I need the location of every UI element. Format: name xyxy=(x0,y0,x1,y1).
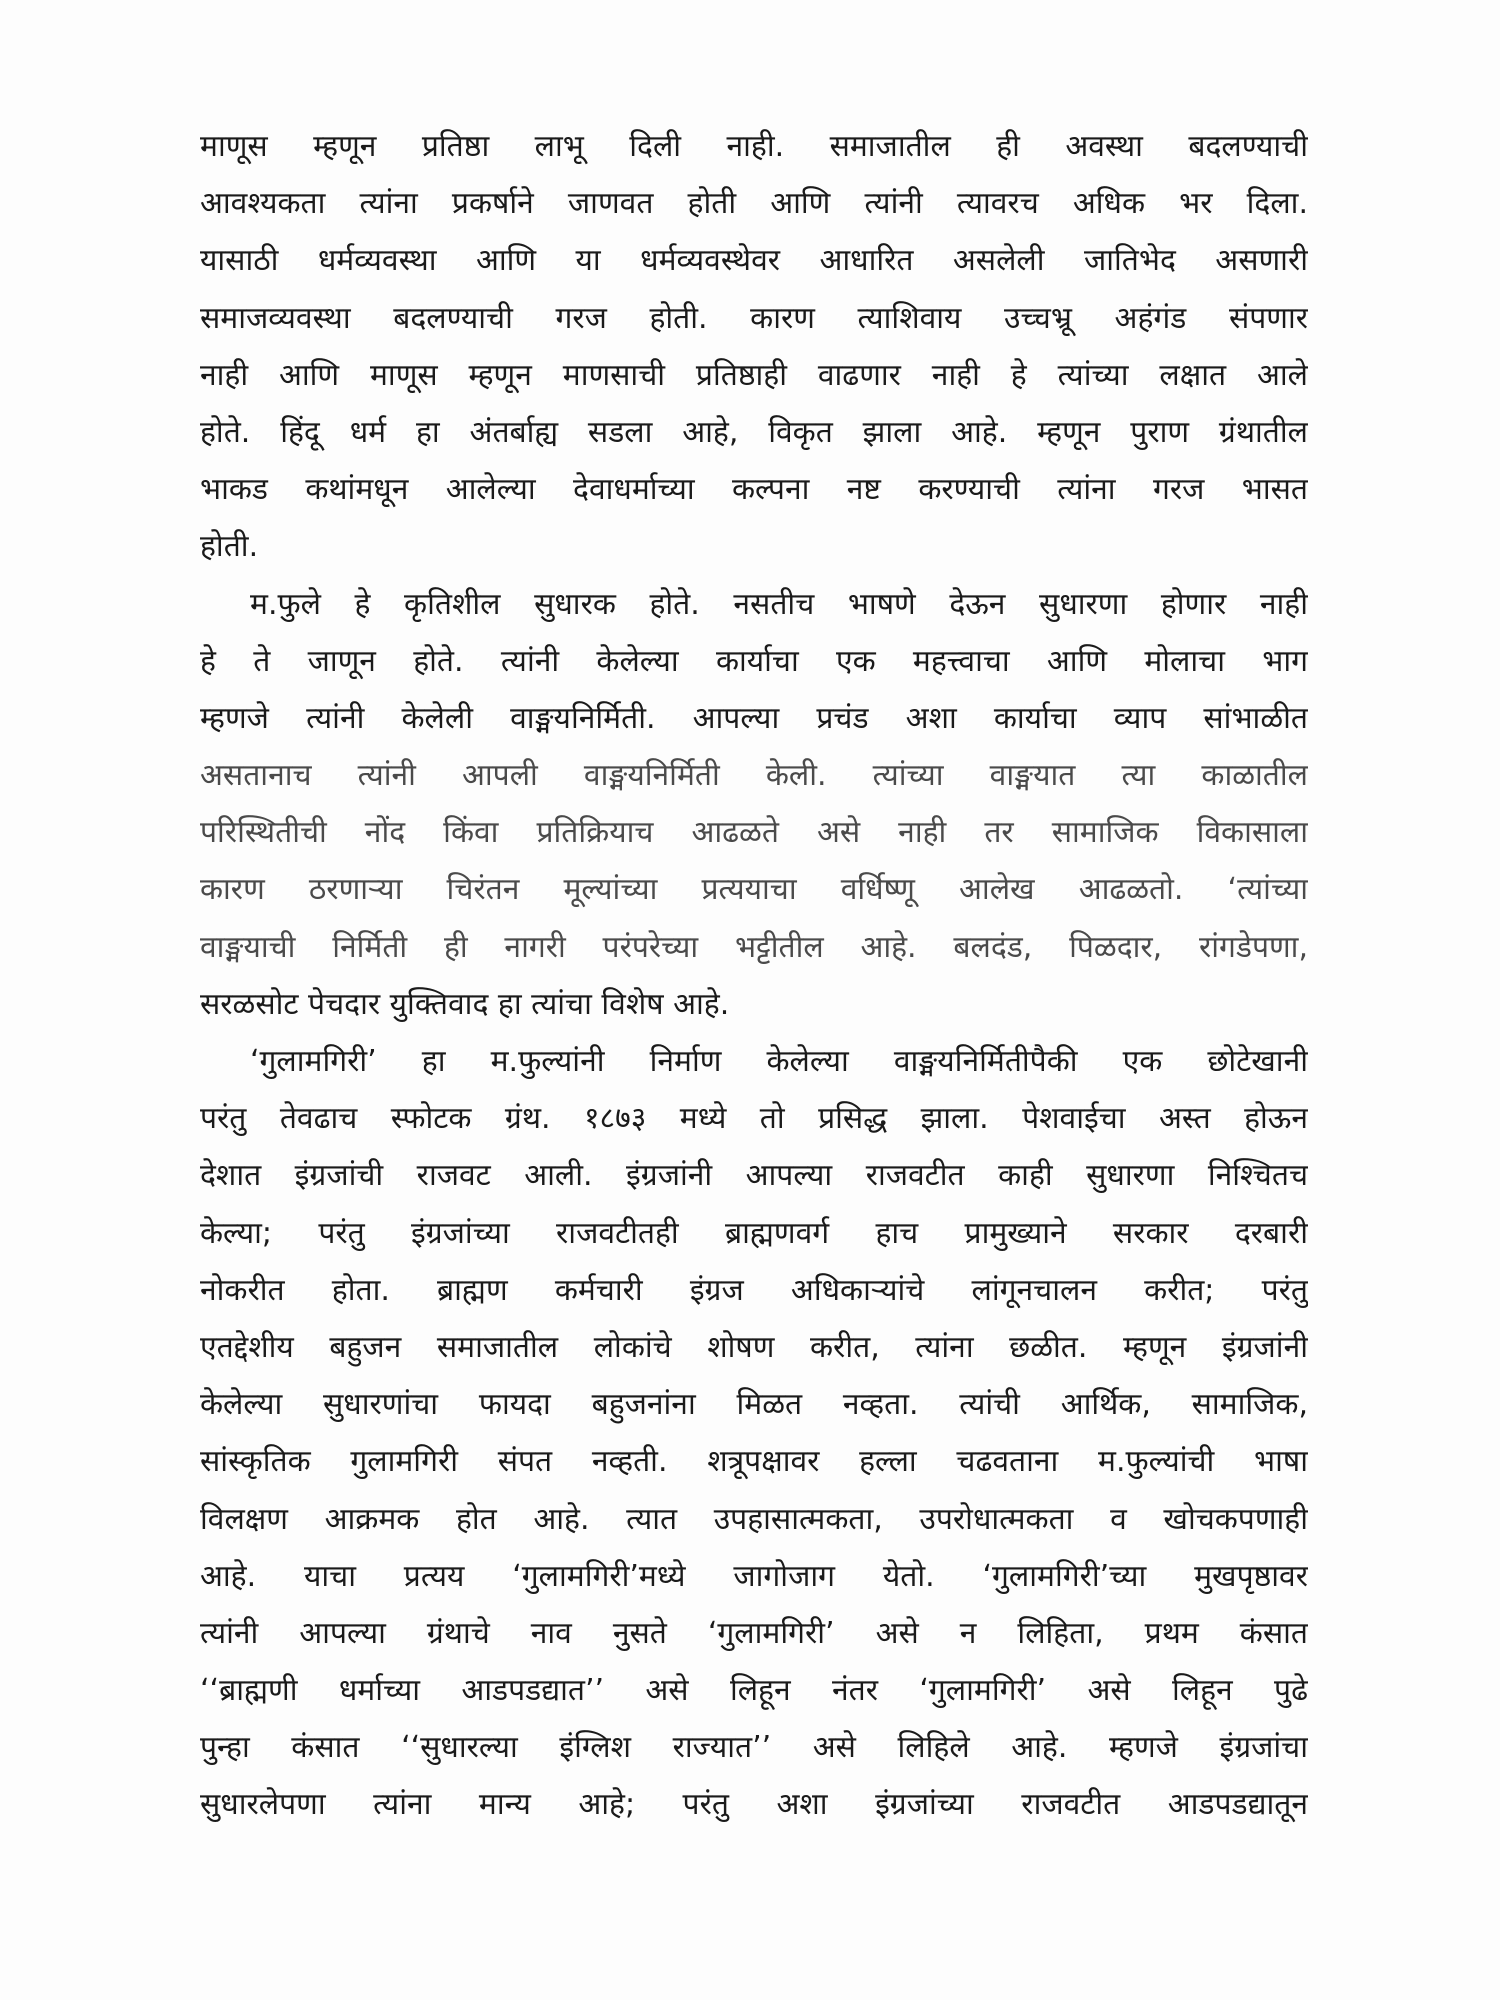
text-line: सांस्कृतिक गुलामगिरी संपत नव्हती. शत्रूपक्षावर हल्ला चढवताना म.फुल्यांची भाषा xyxy=(200,1444,1308,1480)
text-line: म्हणजे त्यांनी केलेली वाङ्मयनिर्मिती. आपल्या प्रचंड अशा कार्याचा व्याप सांभाळीत xyxy=(200,700,1308,736)
text-line: कारण ठरणाऱ्या चिरंतन मूल्यांच्या प्रत्ययाचा वर्धिष्णू आलेख आढळतो. ‘त्यांच्या xyxy=(200,872,1308,908)
text-line: माणूस म्हणून प्रतिष्ठा लाभू दिली नाही. समाजातील ही अवस्था बदलण्याची xyxy=(200,129,1308,164)
text-line: आवश्यकता त्यांना प्रकर्षाने जाणवत होती आणि त्यांनी त्यावरच अधिक भर दिला. xyxy=(200,186,1308,222)
text-line: हे ते जाणून होते. त्यांनी केलेल्या कार्याचा एक महत्त्वाचा आणि मोलाचा भाग xyxy=(200,643,1308,679)
text-line: समाजव्यवस्था बदलण्याची गरज होती. कारण त्याशिवाय उच्चभ्रू अहंगंड संपणार xyxy=(200,300,1308,336)
text-line: परिस्थितीची नोंद किंवा प्रतिक्रियाच आढळते असे नाही तर सामाजिक विकासाला xyxy=(200,815,1308,851)
text-line: नाही आणि माणूस म्हणून माणसाची प्रतिष्ठाही वाढणार नाही हे त्यांच्या लक्षात आले xyxy=(200,357,1308,393)
text-line: ‘गुलामगिरी’ हा म.फुल्यांनी निर्माण केलेल्या वाङ्मयनिर्मितीपैकी एक छोटेखानी xyxy=(250,1044,1308,1079)
text-line: एतद्देशीय बहुजन समाजातील लोकांचे शोषण करीत, त्यांना छळीत. म्हणून इंग्रजांनी xyxy=(200,1329,1308,1365)
page-text xyxy=(200,118,1308,1834)
text-line: देशात इंग्रजांची राजवट आली. इंग्रजांनी आपल्या राजवटीत काही सुधारणा निश्चितच xyxy=(200,1158,1308,1194)
text-line: नोकरीत होता. ब्राह्मण कर्मचारी इंग्रज अधिकाऱ्यांचे लांगूनचालन करीत; परंतु xyxy=(200,1272,1308,1308)
text-line: होती. xyxy=(200,529,259,565)
text-line: आहे. याचा प्रत्यय ‘गुलामगिरी’मध्ये जागोजाग येतो. ‘गुलामगिरी’च्या मुखपृष्ठावर xyxy=(200,1558,1308,1594)
text-line: सुधारलेपणा त्यांना मान्य आहे; परंतु अशा इंग्रजांच्या राजवटीत आडपडद्यातून xyxy=(200,1787,1308,1823)
text-line: यासाठी धर्मव्यवस्था आणि या धर्मव्यवस्थेवर आधारित असलेली जातिभेद असणारी xyxy=(200,243,1308,279)
text-line: म.फुले हे कृतिशील सुधारक होते. नसतीच भाषणे देऊन सुधारणा होणार नाही xyxy=(250,586,1308,622)
text-line: केल्या; परंतु इंग्रजांच्या राजवटीतही ब्राह्मणवर्ग हाच प्रामुख्याने सरकार दरबारी xyxy=(200,1215,1308,1251)
paragraph-2 xyxy=(200,576,1308,1034)
text-line: भाकड कथांमधून आलेल्या देवाधर्माच्या कल्पना नष्ट करण्याची त्यांना गरज भासत xyxy=(200,472,1308,508)
text-line: ‘‘ब्राह्मणी धर्माच्या आडपडद्यात’’ असे लिहून नंतर ‘गुलामगिरी’ असे लिहून पुढे xyxy=(200,1673,1308,1709)
text-line: परंतु तेवढाच स्फोटक ग्रंथ. १८७३ मध्ये तो प्रसिद्ध झाला. पेशवाईचा अस्त होऊन xyxy=(200,1101,1308,1137)
text-line: त्यांनी आपल्या ग्रंथाचे नाव नुसते ‘गुलामगिरी’ असे न लिहिता, प्रथम कंसात xyxy=(200,1615,1308,1651)
text-line: होते. हिंदू धर्म हा अंतर्बाह्य सडला आहे, विकृत झाला आहे. म्हणून पुराण ग्रंथातील xyxy=(200,414,1308,450)
paragraph-3 xyxy=(200,1033,1308,1834)
text-line: केलेल्या सुधारणांचा फायदा बहुजनांना मिळत नव्हता. त्यांची आर्थिक, सामाजिक, xyxy=(200,1387,1308,1423)
text-line: असतानाच त्यांनी आपली वाङ्मयनिर्मिती केली. त्यांच्या वाङ्मयात त्या काळातील xyxy=(200,758,1308,794)
text-line: सरळसोट पेचदार युक्तिवाद हा त्यांचा विशेष आहे. xyxy=(200,986,730,1022)
text-line: वाङ्मयाची निर्मिती ही नागरी परंपरेच्या भट्टीतील आहे. बलदंड, पिळदार, रांगडेपणा, xyxy=(200,929,1308,965)
text-line: विलक्षण आक्रमक होत आहे. त्यात उपहासात्मकता, उपरोधात्मकता व खोचकपणाही xyxy=(200,1501,1308,1537)
text-line: पुन्हा कंसात ‘‘सुधारल्या इंग्लिश राज्यात’’ असे लिहिले आहे. म्हणजे इंग्रजांचा xyxy=(200,1730,1308,1766)
paragraph-1 xyxy=(200,118,1308,576)
